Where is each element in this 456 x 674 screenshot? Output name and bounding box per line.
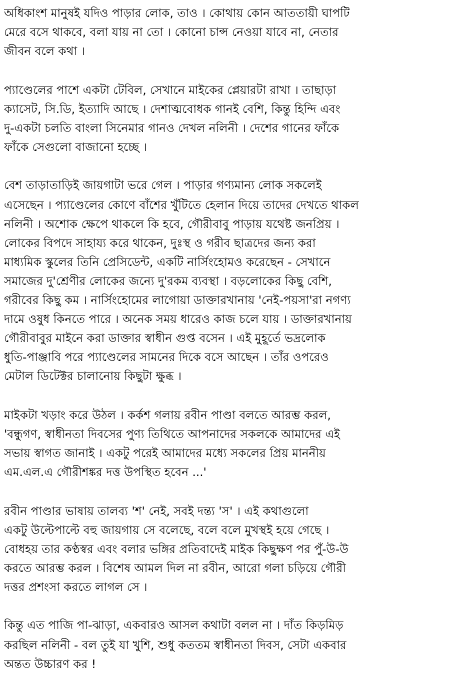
paragraph-5: [4, 502, 450, 597]
text-line: জীবন বলে কথা ।: [4, 44, 85, 59]
text-line: রবীন পাণ্ডার ভাষায় তালব্য 'শ' নেই, সবই দন্ত্য 'স' । এই কথাগুলো: [4, 503, 309, 518]
text-line: করতে আরম্ভ করল । বিশেষ আমল দিল না রবীন, আরো গলা চড়িয়ে গৌরী: [4, 560, 346, 575]
paragraph-spacer: [4, 386, 450, 405]
text-line: একটু উল্টেপাল্টে বহু জায়গায় সে বলেছে, বলে বলে মুখস্থই হয়ে গেছে ।: [4, 522, 330, 537]
text-line: দামে ওষুধ কিনতে পারে । অনেক সময় ধারেও কাজ চলে যায় । ডাক্তারখানায়: [4, 312, 352, 327]
paragraph-4: [4, 406, 450, 482]
text-line: লোকের বিপদে সাহায্য করে থাকেন, দুঃস্থ ও গরীব ছাত্রদের জন্য করা: [4, 235, 316, 250]
text-line: দত্তর প্রশংসা করতে লাগল সে ।: [4, 580, 148, 594]
text-line: মেরে বসে থাকবে, বলা যায় না তো । কোনো চান্স নেওয়া যাবে না, নেতার: [4, 25, 339, 40]
text-line: ধুতি-পাঞ্জাবি পরে প্যাণ্ডেলের সামনের দিকে বসে আছেন । তাঁর ওপরেও: [4, 350, 329, 365]
text-line: 'বন্ধুগণ, স্বাধীনতা দিবসের পুণ্য তিথিতে আপনাদের সকলকে আমাদের এই: [4, 426, 341, 441]
text-line: অন্তত উচ্চারণ কর !: [4, 656, 97, 671]
paragraph-spacer: [4, 597, 450, 616]
text-line: সভায় স্বাগত জানাই । একটু পরেই আমাদের মধ্যে সকলের প্রিয় মাননীয়: [4, 446, 326, 461]
text-line: বোধহয় তার কণ্ঠস্বর এবং বলার ভঙ্গির প্রতিবাদেই মাইক কিছুক্ষণ পর পুঁ-উ-উ: [4, 541, 349, 556]
text-line: নলিনী । অশোক ক্ষেপে থাকলে কি হবে, গৌরীবাবু পাড়ায় যথেষ্ট জনপ্রিয় ।: [4, 216, 340, 231]
text-line: বেশ তাড়াতাড়িই জায়গাটা ভরে গেল । পাড়ার গণ্যমান্য লোক সকলেই: [4, 178, 322, 193]
text-line: ফাঁকে সেগুলো বাজানো হচ্ছে ।: [4, 139, 148, 154]
text-line: গরীবের কিছু কম । নার্সিংহোমের লাগোয়া ডাক্তারখানায় 'নেই-পয়সা'রা নগণ্য: [4, 293, 351, 307]
paragraph-2: [4, 81, 450, 157]
paragraph-spacer: [4, 61, 450, 80]
text-line: করছিল নলিনী - বল তুই যা খুশি, শুধু কততম স্বাধীনতা দিবস, সেটা একবার: [4, 637, 347, 652]
text-line: মাইকটা খড়াং করে উঠল । কর্কশ গলায় রবীন পাণ্ডা বলতে আরম্ভ করল,: [4, 407, 331, 422]
text-line: মেটাল ডিটেক্টর চালানোয় কিছুটা ক্ষুব্ধ ।: [4, 369, 182, 384]
paragraph-1: [4, 4, 450, 61]
text-line: এসেছেন । প্যাণ্ডেলের কোণে বাঁশের খুঁটিতে হেলান দিয়ে তাদের দেখতে থাকল: [4, 197, 359, 212]
paragraph-spacer: [4, 482, 450, 501]
text-line: কিন্তু এত পাজি পা-ঝাড়া, একবারও আসল কথাটা বলল না । দাঁত কিড়মিড়: [4, 618, 344, 633]
text-line: অধিকাংশ মানুষই যদিও পাড়ার লোক, তাও । কোথায় কোন আততায়ী ঘাপটি: [4, 6, 350, 20]
text-line: মাধ্যমিক স্কুলের তিনি প্রেসিডেন্ট, একটি নার্সিংহোমও করেছেন - সেখানে: [4, 254, 331, 269]
text-line: প্যাণ্ডেলের পাশে একটা টেবিল, সেখানে মাইকের প্লেয়ারটা রাখা । তাছাড়া: [4, 82, 337, 97]
text-line: ক্যাসেট, সি.ডি, ইত্যাদি আছে । দেশাত্মবোধক গানই বেশি, কিন্তু হিন্দি এবং: [4, 101, 341, 116]
paragraph-6: [4, 616, 450, 673]
paragraph-spacer: [4, 157, 450, 176]
paragraph-3: [4, 176, 450, 386]
text-line: সমাজের দু'শ্রেণীর লোকের জন্যে দু'রকম ব্যবস্থা । বড়লোকের কিছু বেশি,: [4, 273, 332, 288]
text-line: গৌরীবাবুর মাইনে করা ডাক্তার স্বাধীন গুপ্ত বসেন । এই মুহূর্তে ভদ্রলোক: [4, 331, 326, 346]
text-line: এম.এল.এ গৌরীশঙ্কর দত্ত উপস্থিত হবেন ...': [4, 465, 207, 480]
text-line: দু-একটা চলতি বাংলা সিনেমার গানও দেখল নলিনী । দেশের গানের ফাঁকে: [4, 120, 340, 135]
